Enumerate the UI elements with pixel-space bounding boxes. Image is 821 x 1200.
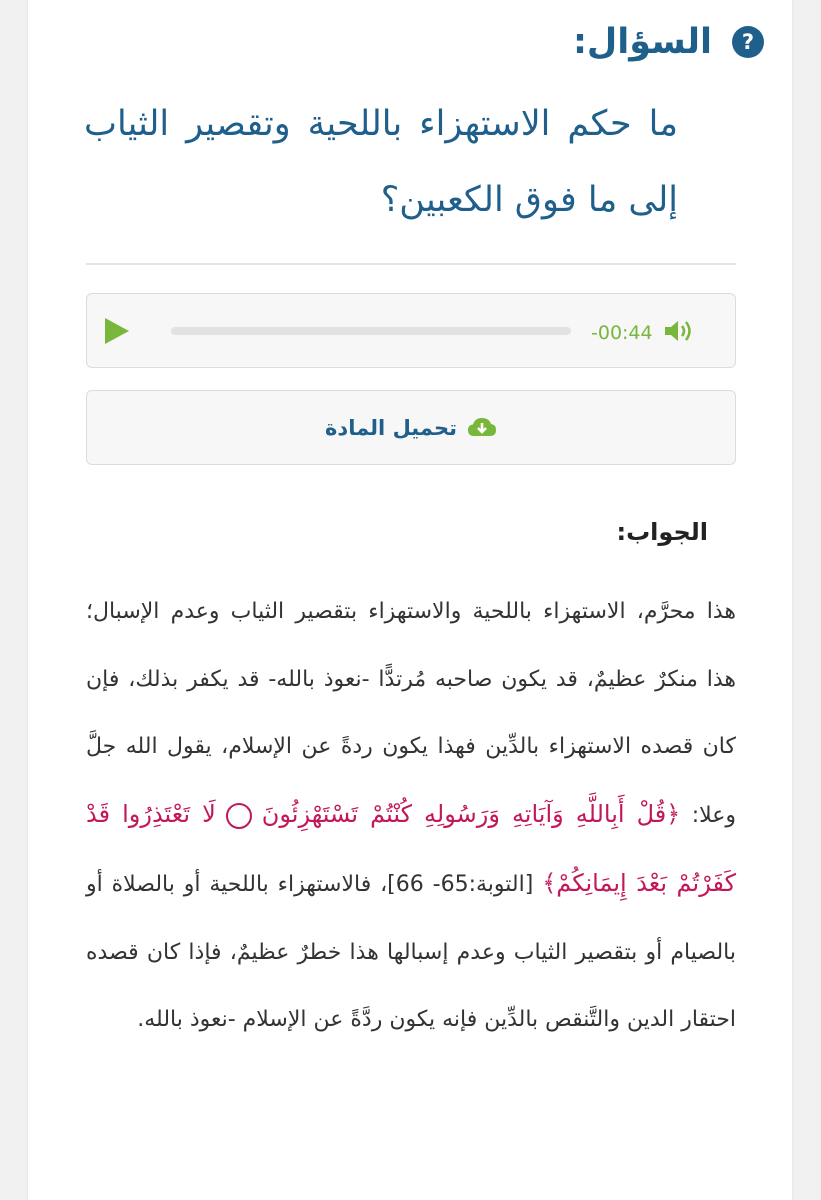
question-circle-icon: ? bbox=[732, 26, 764, 58]
answer-part-1: هذا محرَّم، الاستهزاء باللحية والاستهزاء بتقصير الثياب وعدم الإسبال؛ هذا منكرٌ عظيمٌ، قد يكون صاحبه مُرتدًّا -نعوذ بالله- قد يكفر بذلك، فإن كان قصده الاستهزاء بالدِّين فهذا يكون ردةً عن الإسلام، يقول الله جلَّ وعلا: bbox=[86, 599, 736, 829]
download-label: تحميل المادة bbox=[325, 415, 457, 440]
divider bbox=[86, 263, 736, 265]
answer-part-2: [التوبة:65- 66]، فالاستهزاء باللحية أو بالصلاة أو بالصيام أو بتقصير الثياب وعدم إسبالها هذا خطرٌ عظيمٌ، فإذا كان قصده احتقار الدين والتَّنقص بالدِّين فإنه يكون ردَّةً عن الإسلام -نعوذ بالله. bbox=[86, 871, 736, 1033]
quran-verse-2: لَا تَعْتَذِرُوا قَدْ كَفَرْتُمْ بَعْدَ إِيمَانِكُمْ﴾ bbox=[86, 800, 737, 897]
download-button[interactable] bbox=[86, 390, 736, 465]
cloud-download-icon bbox=[467, 416, 497, 440]
answer-label: الجواب: bbox=[616, 518, 708, 546]
audio-time: -00:44 bbox=[591, 322, 653, 344]
question-header bbox=[86, 14, 755, 70]
volume-icon[interactable] bbox=[663, 318, 695, 344]
audio-player bbox=[86, 293, 736, 368]
quran-verse-1: ﴿قُلْ أَبِاللَّهِ وَآيَاتِهِ وَرَسُولِهِ كُنْتُمْ تَسْتَهْزِئُونَ bbox=[261, 800, 681, 829]
question-text: ما حكم الاستهزاء باللحية وتقصير الثياب إلى ما فوق الكعبين؟ bbox=[84, 104, 678, 220]
question-label: السؤال: bbox=[572, 22, 712, 62]
audio-progress-track[interactable] bbox=[171, 327, 571, 335]
ayah-separator-icon bbox=[226, 803, 252, 829]
content-card bbox=[28, 0, 792, 1200]
answer-text bbox=[86, 578, 736, 1054]
play-icon[interactable] bbox=[105, 318, 129, 344]
